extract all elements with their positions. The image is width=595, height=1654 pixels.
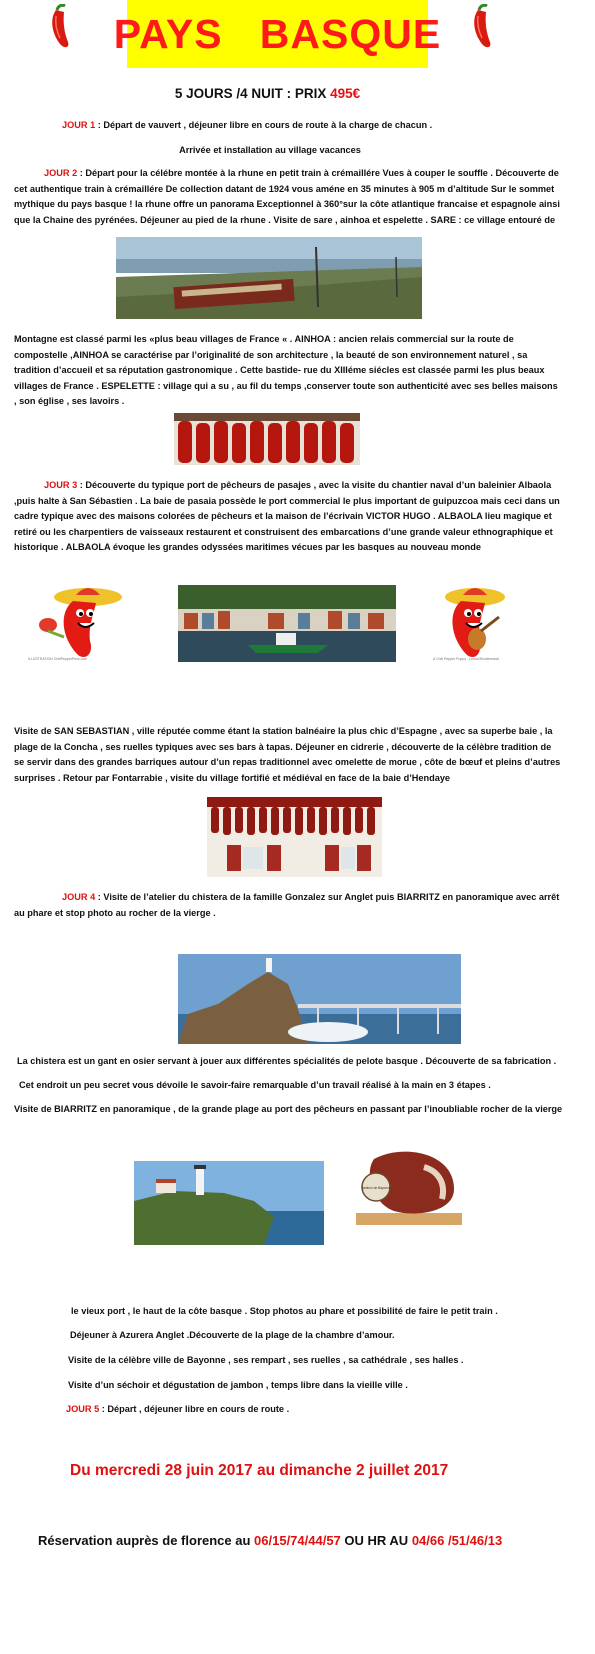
- rhune-train-photo: [116, 237, 422, 319]
- jour2-label: JOUR 2: [44, 168, 78, 178]
- jour1-paragraph: [62, 118, 562, 134]
- jour2-text: : Départ pour la célébre montée à la rhune en petit train à crémaillére Vues à couper le souffle . Découverte de cet authentique train à crémaillére De collection datant de 1924 vous améne en 35 minutes à 905 m d’altitude Sur le sommet mythique du pays basque ! la rhune offre un panorama Exceptionnel à 360°sur la côte atlantique francaise et espagnole ainsi que la Chaine des pyrénées. Déjeuner au pied de la rhune . Visite de sare , ainhoa et espelette . SARE : ce village entouré de: [14, 168, 560, 225]
- arrivee-line: Arrivée et installation au village vacances: [179, 145, 361, 155]
- sombrero-pepper-maracas: [28, 583, 123, 665]
- reservation-line: [38, 1533, 578, 1548]
- jour1-text: : Départ de vauvert , déjeuner libre en cours de route à la charge de chacun .: [95, 120, 433, 130]
- chili-pepper-icon: [48, 4, 74, 50]
- sechoir-line: Visite d’un séchoir et dégustation de jambon , temps libre dans la vieille ville .: [68, 1380, 408, 1390]
- pepper-right-caption: A Chili Pepper Puppy - Lenca/Shutterstock: [433, 657, 500, 661]
- azurera-line: Déjeuner à Azurera Anglet .Découverte de la plage de la chambre d’amour.: [70, 1330, 395, 1340]
- bayonne-line: Visite de la célèbre ville de Bayonne , ses rempart , ses ruelles , sa cathédrale , ses halles .: [68, 1355, 464, 1365]
- subtitle-text: 5 JOURS /4 NUIT : PRIX: [174, 86, 331, 101]
- ham-photo: [354, 1143, 464, 1228]
- sebastian-paragraph: Visite de SAN SEBASTIAN , ville réputée comme étant la station balnéaire la plus chic d’Espagne , avec sa superbe baie , la plage de la Concha , ses ruelles typiques avec ses bars à tapas. Déjeuner en cidrerie , découverte de la célèbre tradition de se servir dans des grandes barriques autour d’un repas traditionnel avec omelette de morue , côte de bœuf et pleins d’autres surprises . Retour par Fontarrabie , visite du village fortifié et médiéval en face de la baie d’Hendaye: [14, 726, 561, 783]
- jour5-line: [66, 1402, 556, 1418]
- jour5-text: : Départ , déjeuner libre en cours de route .: [99, 1404, 290, 1414]
- rocher-vierge-photo: [178, 954, 461, 1044]
- page-title: PAYS BASQUE: [113, 10, 442, 57]
- pepper-left-caption: ILLUSTRATION ChiliPepperPeck.com: [28, 657, 88, 661]
- sombrero-pepper-guitar: [433, 583, 508, 665]
- reservation-text: Réservation auprès de florence au: [38, 1533, 255, 1548]
- jour3-text: : Découverte du typique port de pêcheurs de pasajes , avec la visite du chantier naval d’un baleinier Albaola ,puis halte à San Sébastien . La baie de pasaia possède le port commercial le plus important de guipuzcoa mais ceci dans un cadre typique avec des maisons colorées de pêcheurs et la maison de l’écrivain VICTOR HUGO . ALBAOLA lieu magique et retiré ou les charpentiers de vaisseaux restaurent et construisent des embarcations d’une grande valeur ethnographique et historique . ALBAOLA évoque les grandes odyssées maritimes vécues par les basques au nouveau monde: [14, 480, 560, 552]
- ham-label: Jambon de Bayonne: [361, 1186, 391, 1190]
- biarritz-line: Visite de BIARRITZ en panoramique , de la grande plage au port des pêcheurs en passant par l’inoubliable rocher de la vierge: [14, 1104, 563, 1114]
- pepper-house-photo: [207, 797, 382, 877]
- chili-pepper-icon: [470, 4, 496, 50]
- jour3-label: JOUR 3: [44, 480, 78, 490]
- chistera-line: La chistera est un gant en osier servant à jouer aux différentes spécialités de pelote basque . Découverte de sa fabrication .: [17, 1056, 557, 1066]
- port-line: le vieux port , le haut de la côte basque . Stop photos au phare et possibilité de faire le petit train .: [71, 1306, 498, 1316]
- jour5-label: JOUR 5: [66, 1404, 100, 1414]
- subtitle: [0, 86, 535, 101]
- jour4-text: : Visite de l’atelier du chistera de la famille Gonzalez sur Anglet puis BIARRITZ en panoramique avec arrêt au phare et stop photo au rocher de la vierge .: [14, 892, 560, 918]
- reservation-mid: OU HR AU: [340, 1533, 412, 1548]
- espelette-peppers-photo: [174, 413, 360, 465]
- price: 495€: [330, 86, 361, 101]
- jour2-paragraph: [14, 166, 562, 228]
- jour4-label: JOUR 4: [62, 892, 96, 902]
- pasajes-harbor-photo: [178, 585, 396, 662]
- phone-hr: 04/66 /51/46/13: [411, 1533, 503, 1548]
- dates-line: Du mercredi 28 juin 2017 au dimanche 2 juillet 2017: [70, 1462, 449, 1479]
- montagne-paragraph: Montagne est classé parmi les «plus beau villages de France « . AINHOA : ancien relais commercial sur la route de compostelle ,AINHOA se caractérise par l’originalité de son architecture , la beauté de son environnement naturel , sa tradition d’accueil et sa réputation gastronomique . Cette bastide- rue du XIIIéme siécles est classée parmi les plus beaux villages de France . ESPELETTE : village qui a su , au fil du temps ,conserver toute son authenticité avec ses belles maisons , son église , ses lavoirs .: [14, 334, 558, 406]
- phone-florence: 06/15/74/44/57: [254, 1533, 341, 1548]
- jour4-paragraph: [14, 890, 562, 921]
- secret-line: Cet endroit un peu secret vous dévoile le savoir-faire remarquable d’un travail réalisé à la main en 3 étapes .: [19, 1080, 491, 1090]
- title-banner: [113, 0, 442, 68]
- lighthouse-photo: [134, 1161, 324, 1245]
- jour3-paragraph: [14, 478, 562, 556]
- jour1-label: JOUR 1: [62, 120, 96, 130]
